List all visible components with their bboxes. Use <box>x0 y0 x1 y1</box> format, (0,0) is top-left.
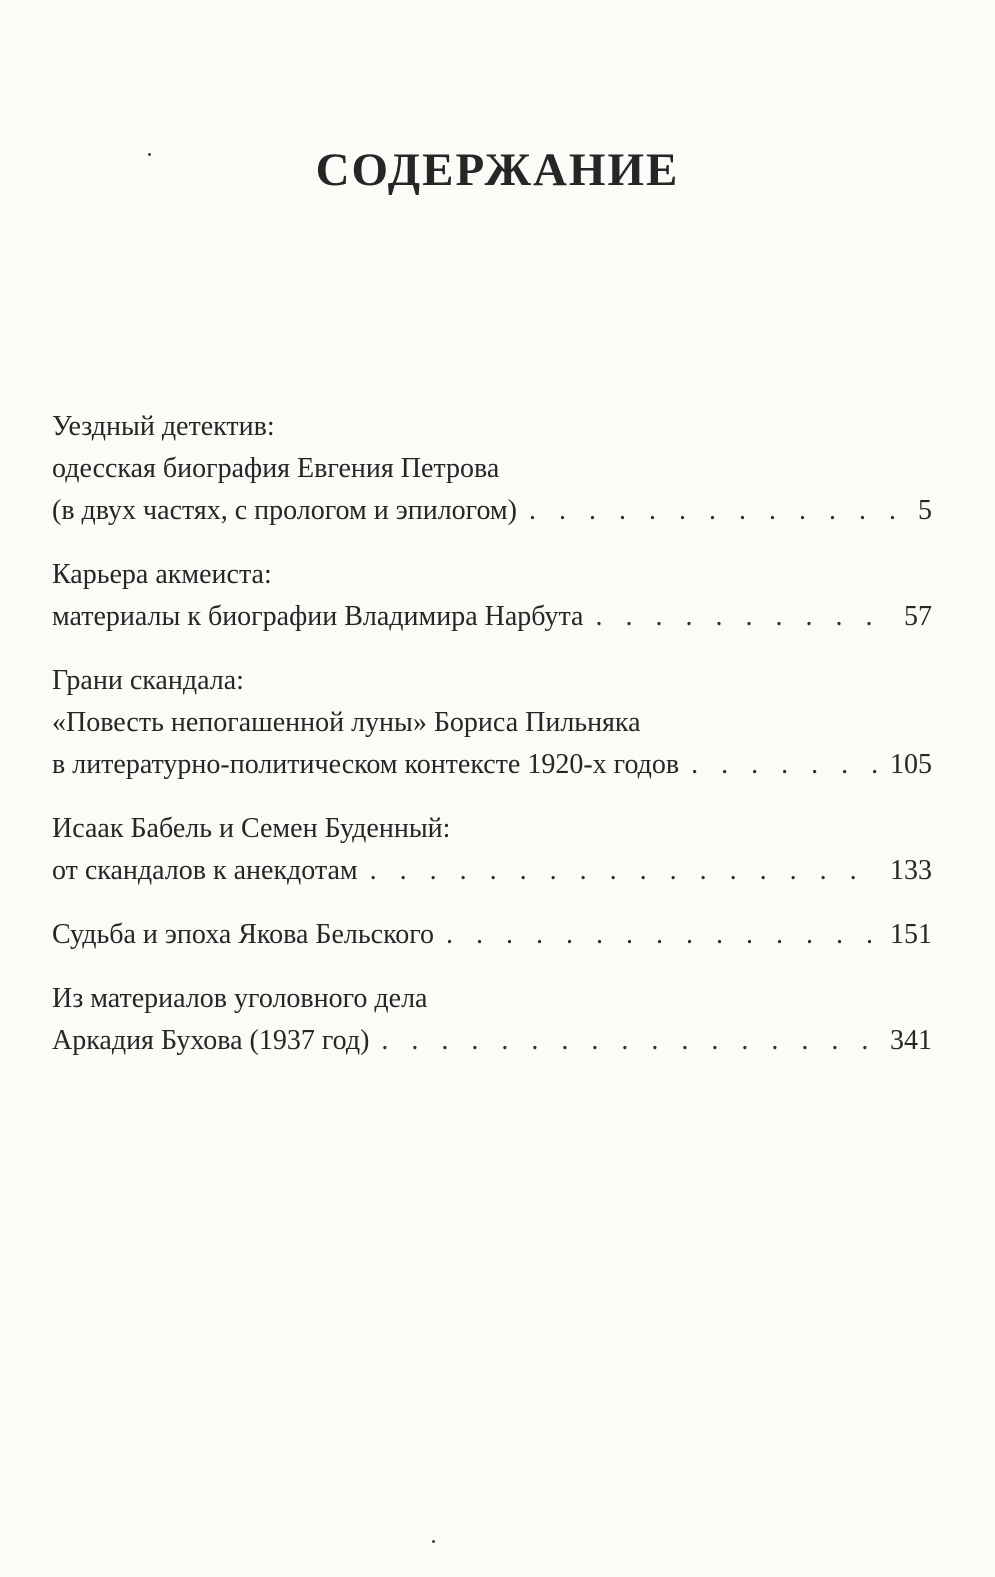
toc-entry-final-line <box>52 914 932 956</box>
toc-page-number: 341 <box>890 1025 932 1056</box>
toc-entry-title-line: «Повесть непогашенной луны» Бориса Пильняка <box>52 707 641 738</box>
toc-page-number: 57 <box>904 601 932 632</box>
toc-entry-final-line <box>52 490 932 532</box>
toc-entry-final-line <box>52 596 932 638</box>
toc-entry-title-line: (в двух частях, с прологом и эпилогом) <box>52 495 517 526</box>
toc-entry <box>52 660 932 786</box>
toc-entry-final-line <box>52 850 932 892</box>
toc-entry-title-line: Карьера акмеиста: <box>52 559 272 590</box>
toc-page-number: 151 <box>890 919 932 950</box>
toc-entry <box>52 914 932 956</box>
toc-page-number: 105 <box>890 749 932 780</box>
toc-entry-title-line: Аркадия Бухова (1937 год) <box>52 1025 370 1056</box>
toc-entry <box>52 808 932 892</box>
toc-entry <box>52 978 932 1062</box>
dot-leader <box>370 850 878 892</box>
toc-entry-title-line: Судьба и эпоха Якова Бельского <box>52 919 435 950</box>
toc-entry-title-line: от скандалов к анекдотам <box>52 855 358 886</box>
toc-entry-title-line: Уездный детектив: <box>52 411 275 442</box>
toc-entry-final-line <box>52 744 932 786</box>
dot-leader <box>446 914 878 956</box>
table-of-contents <box>52 406 932 1084</box>
toc-entry-title-line: материалы к биографии Владимира Нарбута <box>52 601 584 632</box>
toc-page-number: 133 <box>890 855 932 886</box>
dot-leader <box>691 744 878 786</box>
paper-speck <box>432 1540 435 1543</box>
toc-entry-title-line: Грани скандала: <box>52 665 244 696</box>
toc-entry-title-line: в литературно-политическом контексте 1920-х годов <box>52 749 680 780</box>
dot-leader <box>595 596 892 638</box>
dot-leader <box>529 490 906 532</box>
toc-entry <box>52 406 932 532</box>
toc-entry-title-line: одесская биография Евгения Петрова <box>52 453 500 484</box>
toc-entry-final-line <box>52 1020 932 1062</box>
toc-page-number: 5 <box>918 495 932 526</box>
toc-entry-title-line: Из материалов уголовного дела <box>52 983 428 1014</box>
dot-leader <box>381 1020 878 1062</box>
toc-entry-title-line: Исаак Бабель и Семен Буденный: <box>52 813 451 844</box>
toc-entry <box>52 554 932 638</box>
page-title: СОДЕРЖАНИЕ <box>315 144 680 196</box>
